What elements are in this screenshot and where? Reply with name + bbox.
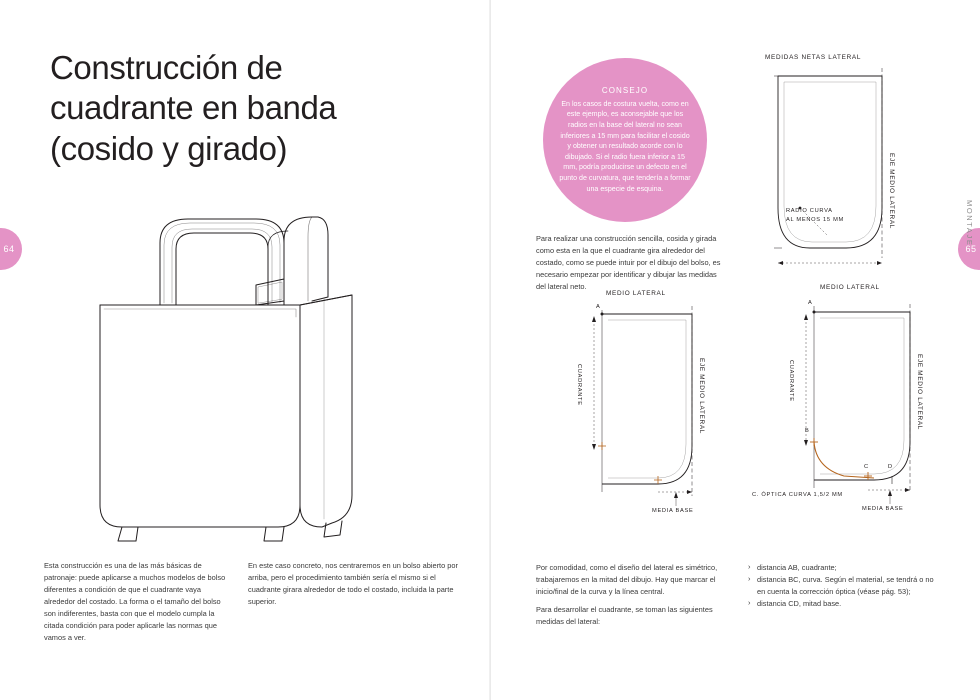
page-number-left: 64 [3, 244, 15, 254]
diagram3-optic-label: C. ÓPTICA CURVA 1,5/2 MM [752, 492, 843, 498]
diagram1-title: MEDIDAS NETAS LATERAL [765, 54, 862, 61]
diagram-medio-lateral-right [752, 284, 945, 525]
diagram-medio-lateral-left [576, 290, 718, 526]
diagram1-radius-label-1: RADIO CURVA [786, 208, 833, 214]
page-title [50, 48, 470, 169]
body-text-column-2: En este caso concreto, nos centraremos en un bolso abierto por arriba, pero el procedimiento también sería el mismo si el cuadrante girara alrededor de todo el costado, incluida la parte superior. [248, 561, 458, 606]
page-title-line-3: (cosido y girado) [50, 129, 288, 167]
diagram3-axis-label: EJE MEDIO LATERAL [916, 354, 923, 431]
diagram-medidas-netas-lateral [760, 54, 945, 273]
diagram3-point-a: A [808, 300, 813, 306]
diagram2-base-label: MEDIA BASE [652, 508, 694, 514]
right-paragraph-2: Por comodidad, como el diseño del lateral es simétrico, trabajaremos en la mitad del dibujo. Hay que marcar el inicio/final de la curva y la línea central. [536, 563, 718, 596]
diagram3-point-c: C [864, 464, 869, 470]
section-label: MONTAJE [965, 200, 974, 247]
diagram2-axis-label: EJE MEDIO LATERAL [698, 358, 705, 435]
diagram1-radius-label-2: AL MENOS 15 MM [786, 217, 844, 223]
bag-illustration [60, 175, 460, 545]
right-paragraph-3: Para desarrollar el cuadrante, se toman las siguientes medidas del lateral: [536, 605, 713, 626]
diagram3-point-b: B [805, 428, 810, 434]
tip-heading: CONSEJO [601, 85, 649, 95]
diagram3-title: MEDIO LATERAL [820, 284, 880, 291]
body-text-column-1: Esta construcción es una de las más básicas de patronaje: puede aplicarse a muchos modelos de bolso diferentes a condición de que el cuadrante vaya alrededor del costado. La forma o el tamaño del bolso son indiferentes, basta con que el modelo cumpla la citada condición para poder aplicarle las normas que vamos a ver. [44, 561, 226, 642]
list-item: › distancia AB, cuadrante; [748, 562, 943, 574]
list-item: › distancia CD, mitad base. [748, 598, 943, 610]
page-tab-left [0, 228, 22, 270]
page-number-right: 65 [965, 244, 977, 254]
tip-callout [543, 58, 707, 222]
diagram1-axis-label: EJE MEDIO LATERAL [888, 153, 895, 230]
list-item: › distancia BC, curva. Según el material, se tendrá o no en cuenta la corrección óptica (véase pág. 53); [748, 574, 943, 598]
tip-body: En los casos de costura vuelta, como en este ejemplo, es aconsejable que los radios en la base del lateral no sean inferiores a 15 mm para facilitar el cosido y obtener un resultado acorde con lo dibujado. Si el radio fuera inferior a 15 mm, podría producirse un defecto en el punto de curvatura, que tendería a formar una especie de esquina. [559, 99, 691, 193]
measurement-bullet-list [748, 562, 943, 610]
diagram3-cuadrante-label: CUADRANTE [788, 360, 794, 402]
diagram3-base-label: MEDIA BASE [862, 506, 904, 512]
page-gutter [489, 0, 491, 700]
diagram2-title: MEDIO LATERAL [606, 290, 666, 297]
diagram2-cuadrante-label: CUADRANTE [576, 364, 582, 406]
diagram3-point-d: D [888, 464, 893, 470]
page-title-line-1: Construcción de [50, 49, 283, 86]
diagram2-point-a: A [596, 304, 601, 310]
intro-paragraph: Para realizar una construcción sencilla, cosida y girada como esta en la que el cuadrante gira alrededor del costado, como se puede intuir por el dibujo del bolso, es necesario empezar por identificar y dibujar las medidas del lateral neto. [536, 234, 721, 291]
page-title-line-2: cuadrante en banda [50, 89, 337, 127]
